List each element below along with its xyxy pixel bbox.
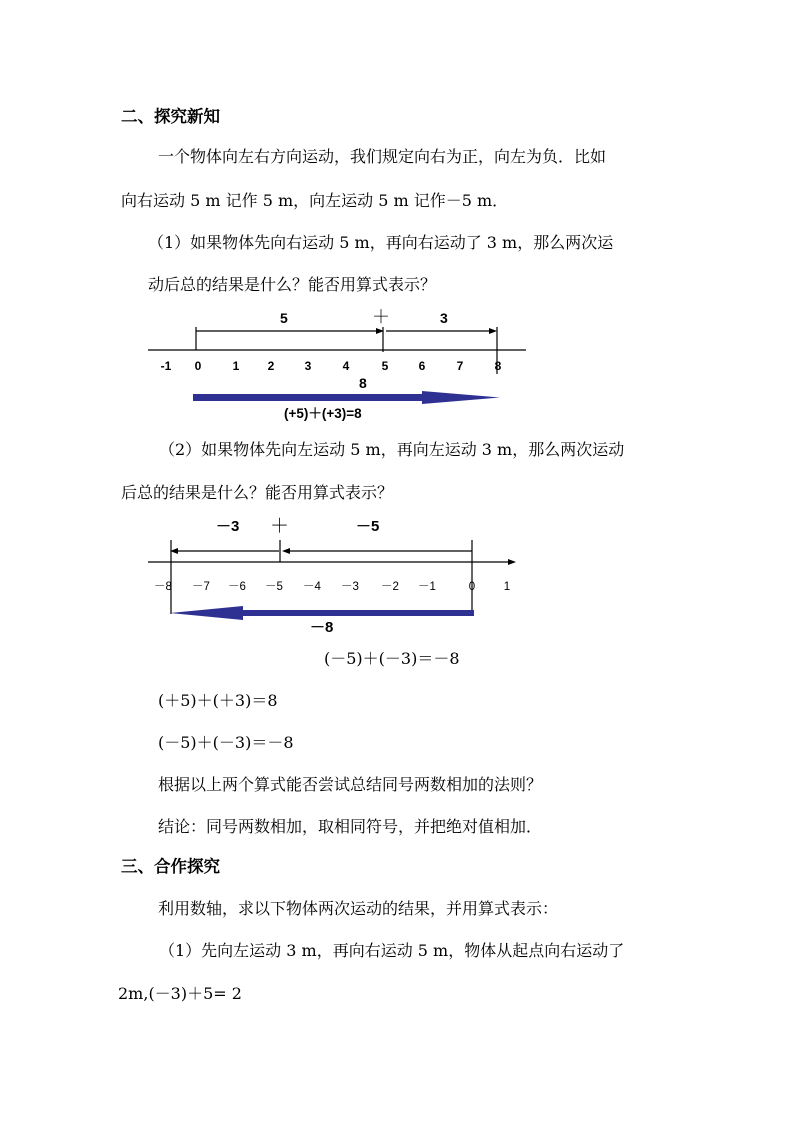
section-3-intro: 利用数轴，求以下物体两次运动的结果，并用算式表示： [158, 899, 559, 918]
axis-2-tick-label: 0 [468, 581, 476, 593]
axis-2-tick-label: －8 [154, 581, 172, 593]
axis-2-tick-label: －5 [265, 581, 283, 593]
segment-3-label: 3 [440, 310, 448, 326]
axis-1-tick-label: 8 [494, 359, 502, 373]
question-2-line-2: 后总的结果是什么？能否用算式表示？ [121, 483, 394, 502]
question-2-line-1: （2）如果物体先向左运动 5 m，再向左运动 3 m，那么两次运动 [159, 440, 625, 459]
axis-2-tick-label: －4 [303, 581, 321, 593]
axis-1-tick-label: 3 [304, 359, 312, 373]
axis-1-tick-label: 7 [456, 359, 464, 373]
segment-5-label: 5 [280, 310, 288, 326]
equation-label-1: (+5)＋(+3)=8 [284, 406, 362, 421]
axis-2-tick-label: －7 [192, 581, 210, 593]
question-1-line-1: （1）如果物体先向右运动 5 m，再向右运动了 3 m，那么两次运 [148, 233, 614, 252]
equation-positive: (＋5)＋(＋3)＝8 [158, 691, 278, 710]
plus-sign-2: ＋ [270, 516, 290, 537]
total-label-8: 8 [359, 375, 367, 391]
plus-sign-1: ＋ [372, 307, 390, 327]
summary-question: 根据以上两个算式能否尝试总结同号两数相加的法则？ [158, 775, 543, 794]
axis-arrowhead-2 [508, 559, 516, 565]
axis-2-tick-label: －2 [381, 581, 399, 593]
section-heading-explore: 二、探究新知 [121, 107, 220, 126]
section-heading-cooperate: 三、合作探究 [121, 857, 220, 876]
axis-2-tick-label: 1 [503, 581, 511, 593]
total-label-minus-8: －8 [310, 619, 334, 636]
segment-minus-3-label: －3 [216, 518, 240, 535]
equation-negative: (－5)＋(－3)＝－8 [158, 733, 294, 752]
axis-1-tick-label: 4 [342, 359, 350, 373]
axis-1-tick-label: -1 [160, 359, 172, 373]
axis-2-tick-label: －1 [418, 581, 436, 593]
intro-paragraph-line-1: 一个物体向左右方向运动，我们规定向右为正，向左为负．比如 [158, 147, 607, 166]
axis-1-tick-label: 5 [381, 359, 389, 373]
axis-1-tick-label: 2 [267, 359, 275, 373]
question-1-line-2: 动后总的结果是什么？能否用算式表示？ [148, 275, 437, 294]
axis-1-tick-label: 1 [232, 359, 240, 373]
total-arrow-head-2 [170, 606, 243, 620]
axis-2-tick-label: －6 [228, 581, 246, 593]
segment-minus-5-label: －5 [356, 518, 380, 535]
section-3-item-1-line-1: （1）先向左运动 3 m，再向右运动 5 m，物体从起点向右运动了 [159, 941, 625, 960]
equation-2-centered: (－5)＋(－3)＝－8 [324, 649, 460, 668]
segment-minus-5-arrowhead [282, 548, 290, 554]
axis-2-tick-label: －3 [341, 581, 359, 593]
total-arrow-body-2 [240, 610, 474, 616]
conclusion: 结论：同号两数相加，取相同符号，并把绝对值相加． [158, 817, 543, 836]
intro-paragraph-line-2: 向右运动 5 m 记作 5 m，向左运动 5 m 记作－5 m． [121, 191, 509, 210]
axis-1-tick-label: 0 [194, 359, 202, 373]
section-3-item-1-line-2: 2m,(－3)＋5= 2 [118, 984, 242, 1003]
axis-1-tick-label: 6 [418, 359, 426, 373]
